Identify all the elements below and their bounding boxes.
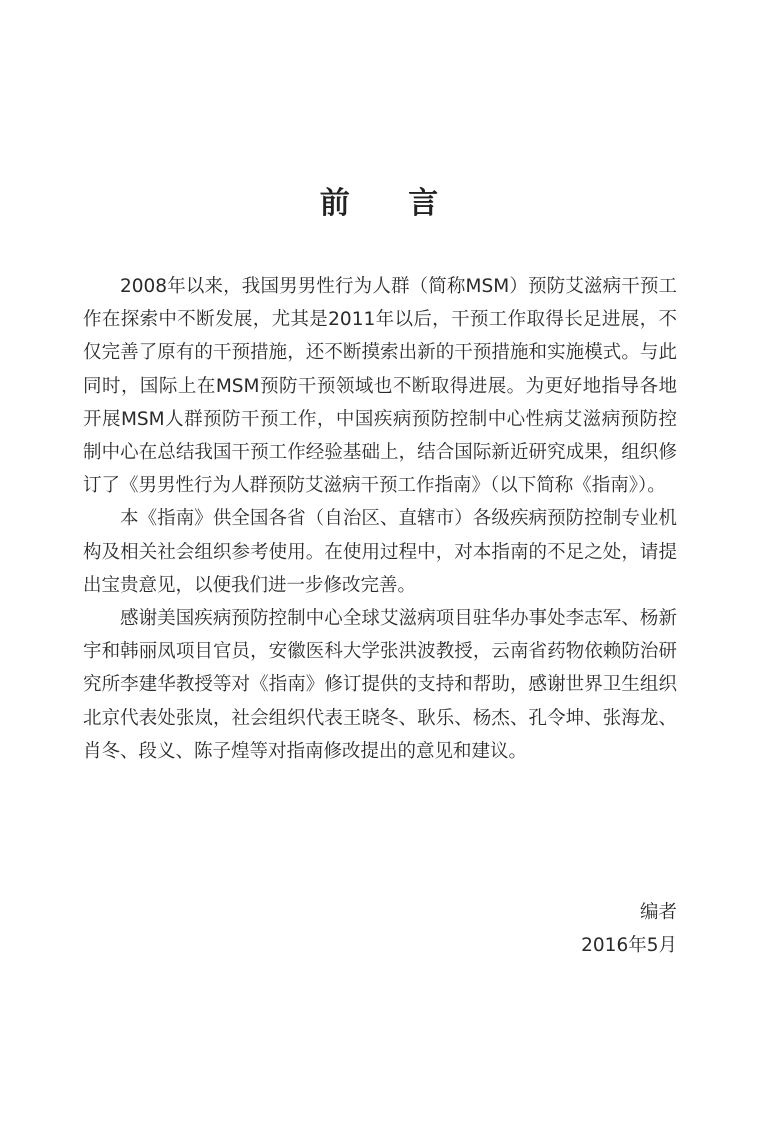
paragraph-3: 感谢美国疾病预防控制中心全球艾滋病项目驻华办事处李志军、杨新宇和韩丽凤项目官员，安徽医科大学张洪波教授，云南省药物依赖防治研究所李建华教授等对《指南》修订提供的支持和帮助，感谢世界卫生组织北京代表处张岚，社会组织代表王晓冬、耿乐、杨杰、孔令坤、张海龙、肖冬、段义、陈子煌等对指南修改提出的意见和建议。 xyxy=(83,608,677,762)
signature-date: 2016年5月 xyxy=(581,935,677,956)
paragraph-1: 2008年以来，我国男男性行为人群（简称MSM）预防艾滋病干预工作在探索中不断发展，尤其是2011年以后，干预工作取得长足进展，不仅完善了原有的干预措施，还不断摸索出新的干预措施和实施模式。与此同时，国际上在MSM预防干预领域也不断取得进展。为更好地指导各地开展MSM人群预防干预工作，中国疾病预防控制中心性病艾滋病预防控制中心在总结我国干预工作经验基础上，结合国际新近研究成果，组织修订了《男男性行为人群预防艾滋病干预工作指南》（以下简称《指南》）。 xyxy=(83,276,677,497)
signature-author: 编者 xyxy=(639,902,677,923)
preface-body xyxy=(83,270,677,768)
page-title: 前 言 xyxy=(319,186,463,221)
paragraph-2: 本《指南》供全国各省（自治区、直辖市）各级疾病预防控制专业机构及相关社会组织参考使用。在使用过程中，对本指南的不足之处，请提出宝贵意见，以便我们进一步修改完善。 xyxy=(83,508,677,596)
signature-block xyxy=(581,896,677,962)
